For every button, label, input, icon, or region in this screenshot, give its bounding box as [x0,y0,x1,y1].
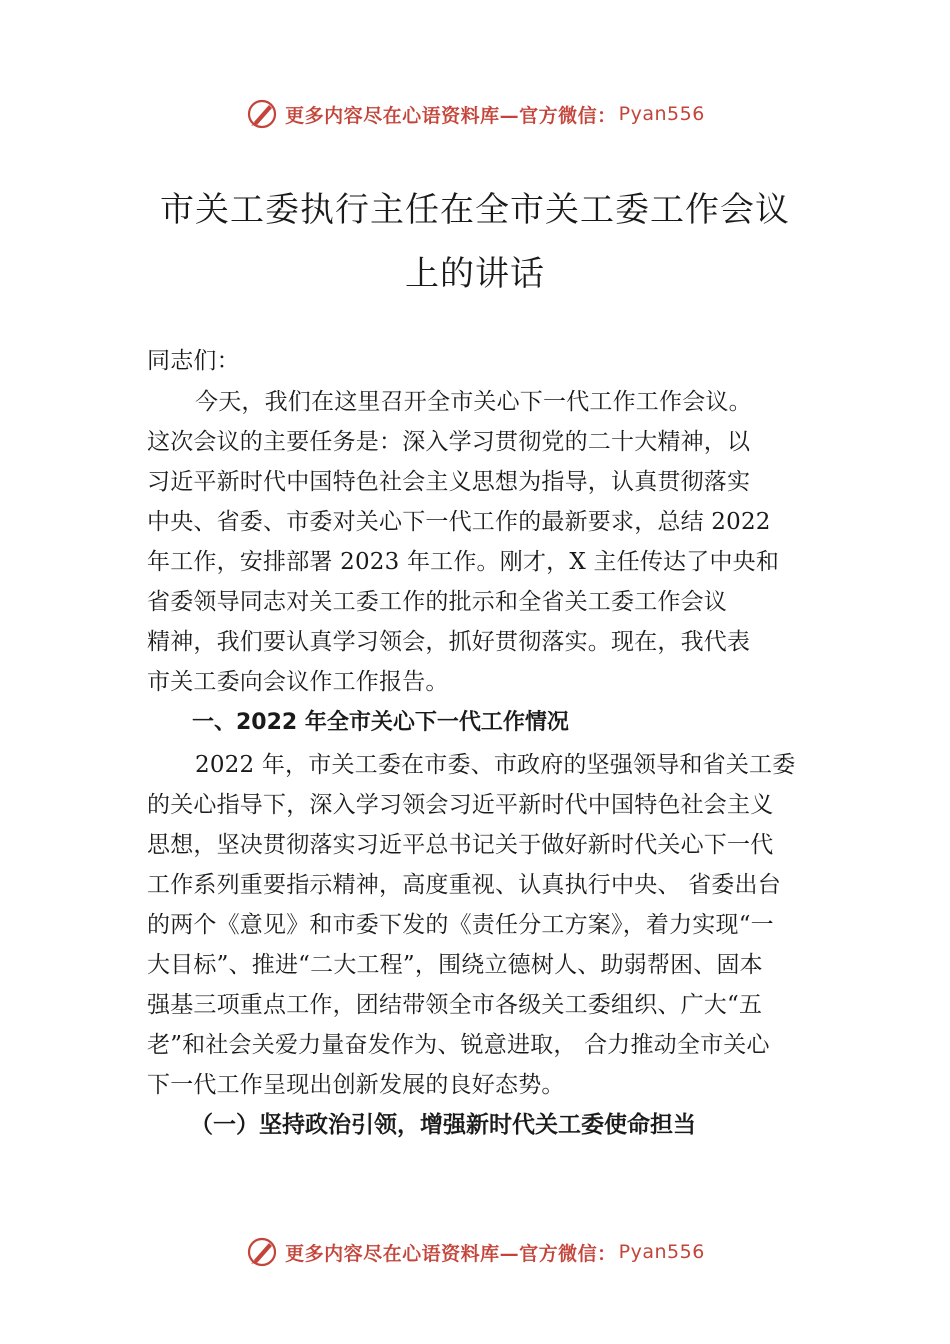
intro-line: 今天，我们在这里召开全市关心下一代工作工作会议。 [195,389,752,415]
body-line: 大目标”、推进“二大工程”，围绕立德树人、助弱帮困、固本 [147,952,763,978]
pen-circle-logo-icon [245,1235,279,1269]
watermark-label: 更多内容尽在心语资料库—官方微信： [285,104,617,127]
watermark-banner-top [0,94,950,134]
body-line: 思想，坚决贯彻落实习近平总书记关于做好新时代关心下一代 [147,832,774,858]
body-line: 老”和社会关爱力量奋发作为、锐意进取， 合力推动全市关心 [147,1032,770,1058]
body-line: 的关心指导下，深入学习领会习近平新时代中国特色社会主义 [147,792,774,818]
intro-line: 精神，我们要认真学习领会，抓好贯彻落实。现在，我代表 [147,629,751,655]
subsection-heading: （一）坚持政治引领，增强新时代关工委使命担当 [190,1111,696,1138]
title-line-1: 市关工委执行主任在全市关工委工作会议 [160,190,790,230]
title-line-2: 上的讲话 [405,254,545,294]
intro-line: 习近平新时代中国特色社会主义思想为指导，认真贯彻落实 [147,469,751,495]
salutation: 同志们： [147,348,240,374]
pen-circle-logo-icon [245,97,279,131]
body-line: 强基三项重点工作，团结带领全市各级关工委组织、广大“五 [147,992,763,1018]
intro-line: 这次会议的主要任务是：深入学习贯彻党的二十大精神，以 [147,429,751,455]
body-line: 下一代工作呈现出创新发展的良好态势。 [147,1072,565,1098]
watermark-banner-bottom [0,1232,950,1272]
body-line: 的两个《意见》和市委下发的《责任分工方案》，着力实现“一 [147,912,774,938]
watermark-wechat-id: Pyan556 [618,103,705,125]
intro-line: 中央、省委、市委对关心下一代工作的最新要求，总结 2022 [147,509,771,535]
body-line: 2022 年，市关工委在市委、市政府的坚强领导和省关工委 [195,752,796,778]
document-title [120,178,830,306]
section-heading: 一、2022 年全市关心下一代工作情况 [192,710,569,735]
intro-line: 年工作，安排部署 2023 年工作。刚才，X 主任传达了中央和 [147,549,780,575]
watermark-wechat-id: Pyan556 [618,1241,705,1263]
body-line: 工作系列重要指示精神，高度重视、认真执行中央、 省委出台 [147,872,781,898]
intro-line: 市关工委向会议作工作报告。 [147,669,449,695]
intro-line: 省委领导同志对关工委工作的批示和全省关工委工作会议 [147,589,727,615]
watermark-label: 更多内容尽在心语资料库—官方微信： [285,1242,617,1265]
